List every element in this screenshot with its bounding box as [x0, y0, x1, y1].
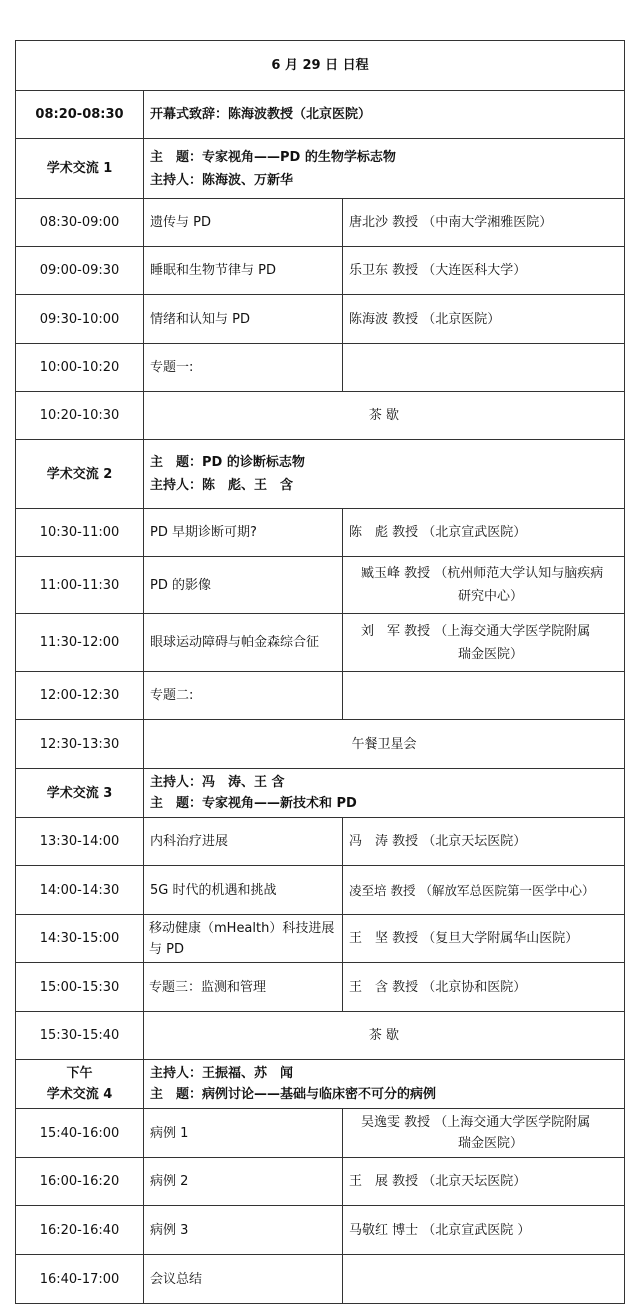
- speaker-cell: [343, 557, 625, 614]
- speaker-line: 臧玉峰 教授 （杭州师范大学认知与脑疾病: [361, 566, 604, 581]
- table-row: [16, 963, 625, 1012]
- time-cell: 15:30-15:40: [16, 1012, 144, 1060]
- speaker-line: 刘 军 教授 （上海交通大学医学院附属: [361, 623, 591, 639]
- table-row: [16, 818, 625, 866]
- section-header: [16, 139, 625, 199]
- speaker-line: 瑞金医院）: [457, 1136, 523, 1151]
- speaker-cell: [343, 344, 625, 392]
- time-cell: 15:00-15:30: [16, 963, 144, 1012]
- table-row: [16, 295, 625, 344]
- break-text: 茶 歇: [144, 1012, 625, 1060]
- time-cell: 16:20-16:40: [16, 1206, 144, 1255]
- speaker-cell: 陈 彪 教授 （北京宣武医院）: [343, 509, 625, 557]
- topic-cell: 专题三：监测和管理: [144, 963, 343, 1012]
- table-row: [16, 672, 625, 720]
- section-host: 主持人：陈 彪、王 含: [150, 478, 294, 493]
- break-row: [16, 720, 625, 769]
- section-period: 下午: [66, 1066, 93, 1081]
- section-theme: 主 题：专家视角——新技术和 PD: [150, 796, 357, 811]
- time-cell: 11:00-11:30: [16, 557, 144, 614]
- section-label: 学术交流 3: [16, 769, 144, 818]
- time-cell: 10:30-11:00: [16, 509, 144, 557]
- table-row: [16, 614, 625, 672]
- table-row: [16, 344, 625, 392]
- speaker-cell: [343, 1255, 625, 1304]
- table-row: [16, 199, 625, 247]
- time-cell: 10:20-10:30: [16, 392, 144, 440]
- topic-cell: 移动健康（mHealth）科技进展与 PD: [144, 915, 343, 963]
- table-row: [16, 247, 625, 295]
- topic-cell: 睡眠和生物节律与 PD: [144, 247, 343, 295]
- time-cell: 12:30-13:30: [16, 720, 144, 769]
- time-cell: 09:30-10:00: [16, 295, 144, 344]
- time-cell: 09:00-09:30: [16, 247, 144, 295]
- time-cell: 11:30-12:00: [16, 614, 144, 672]
- section-info: [144, 769, 625, 818]
- break-text: 午餐卫星会: [144, 720, 625, 769]
- topic-cell: 内科治疗进展: [144, 818, 343, 866]
- topic-cell: 遗传与 PD: [144, 199, 343, 247]
- section-theme: 主 题：专家视角——PD 的生物学标志物: [150, 149, 396, 165]
- section-label: 学术交流 4: [46, 1087, 113, 1102]
- section-header: [16, 769, 625, 818]
- speaker-cell: 冯 涛 教授 （北京天坛医院）: [343, 818, 625, 866]
- time-cell: 12:00-12:30: [16, 672, 144, 720]
- topic-cell: 眼球运动障碍与帕金森综合征: [144, 614, 343, 672]
- table-row: [16, 557, 625, 614]
- section-label-cell: [16, 1060, 144, 1109]
- speaker-cell: 唐北沙 教授 （中南大学湘雅医院）: [343, 199, 625, 247]
- time-cell: 16:00-16:20: [16, 1158, 144, 1206]
- topic-cell: 病例 1: [144, 1109, 343, 1158]
- speaker-cell: 王 坚 教授 （复旦大学附属华山医院）: [343, 915, 625, 963]
- section-info: [144, 1060, 625, 1109]
- speaker-cell: 乐卫东 教授 （大连医科大学）: [343, 247, 625, 295]
- break-row: [16, 392, 625, 440]
- speaker-cell: 陈海波 教授 （北京医院）: [343, 295, 625, 344]
- section-header: [16, 1060, 625, 1109]
- topic-cell: 病例 3: [144, 1206, 343, 1255]
- schedule-table: [15, 40, 625, 1304]
- table-row: [16, 1255, 625, 1304]
- table-row: [16, 866, 625, 915]
- speaker-line: 吴逸雯 教授 （上海交通大学医学院附属: [361, 1115, 591, 1130]
- topic-cell: 病例 2: [144, 1158, 343, 1206]
- section-theme: 主 题：病例讨论——基础与临床密不可分的病例: [150, 1087, 437, 1102]
- section-theme: 主 题：PD 的诊断标志物: [150, 455, 305, 470]
- speaker-cell: 王 含 教授 （北京协和医院）: [343, 963, 625, 1012]
- opening-row: [16, 91, 625, 139]
- break-text: 茶 歇: [144, 392, 625, 440]
- table-row: [16, 915, 625, 963]
- schedule-title: 6 月 29 日 日程: [16, 41, 625, 91]
- section-info: [144, 440, 625, 509]
- table-row: [16, 1109, 625, 1158]
- topic-cell: 专题一:: [144, 344, 343, 392]
- opening-text: 开幕式致辞：陈海波教授（北京医院）: [144, 91, 625, 139]
- speaker-cell: [343, 1109, 625, 1158]
- time-cell: 13:30-14:00: [16, 818, 144, 866]
- topic-cell: 会议总结: [144, 1255, 343, 1304]
- section-info: [144, 139, 625, 199]
- time-cell: 08:20-08:30: [16, 91, 144, 139]
- speaker-cell: 凌至培 教授 （解放军总医院第一医学中心）: [343, 866, 625, 915]
- table-row: [16, 1158, 625, 1206]
- time-cell: 14:30-15:00: [16, 915, 144, 963]
- section-label: 学术交流 1: [16, 139, 144, 199]
- speaker-cell: [343, 614, 625, 672]
- time-cell: 14:00-14:30: [16, 866, 144, 915]
- speaker-cell: 王 展 教授 （北京天坛医院）: [343, 1158, 625, 1206]
- speaker-cell: [343, 672, 625, 720]
- topic-cell: 专题二:: [144, 672, 343, 720]
- topic-cell: PD 的影像: [144, 557, 343, 614]
- table-row: [16, 1206, 625, 1255]
- time-cell: 08:30-09:00: [16, 199, 144, 247]
- time-cell: 16:40-17:00: [16, 1255, 144, 1304]
- topic-cell: 5G 时代的机遇和挑战: [144, 866, 343, 915]
- title-row: [16, 41, 625, 91]
- section-host: 主持人：陈海波、万新华: [150, 172, 294, 188]
- topic-cell: PD 早期诊断可期?: [144, 509, 343, 557]
- topic-cell: 情绪和认知与 PD: [144, 295, 343, 344]
- time-cell: 15:40-16:00: [16, 1109, 144, 1158]
- speaker-cell: 马敬红 博士 （北京宣武医院 ）: [343, 1206, 625, 1255]
- break-row: [16, 1012, 625, 1060]
- table-row: [16, 509, 625, 557]
- section-host: 主持人：冯 涛、王 含: [150, 775, 285, 790]
- time-cell: 10:00-10:20: [16, 344, 144, 392]
- speaker-line: 研究中心）: [457, 589, 523, 604]
- section-label: 学术交流 2: [16, 440, 144, 509]
- section-host: 主持人：王振福、苏 闻: [150, 1066, 294, 1081]
- speaker-line: 瑞金医院）: [457, 646, 523, 662]
- section-header: [16, 440, 625, 509]
